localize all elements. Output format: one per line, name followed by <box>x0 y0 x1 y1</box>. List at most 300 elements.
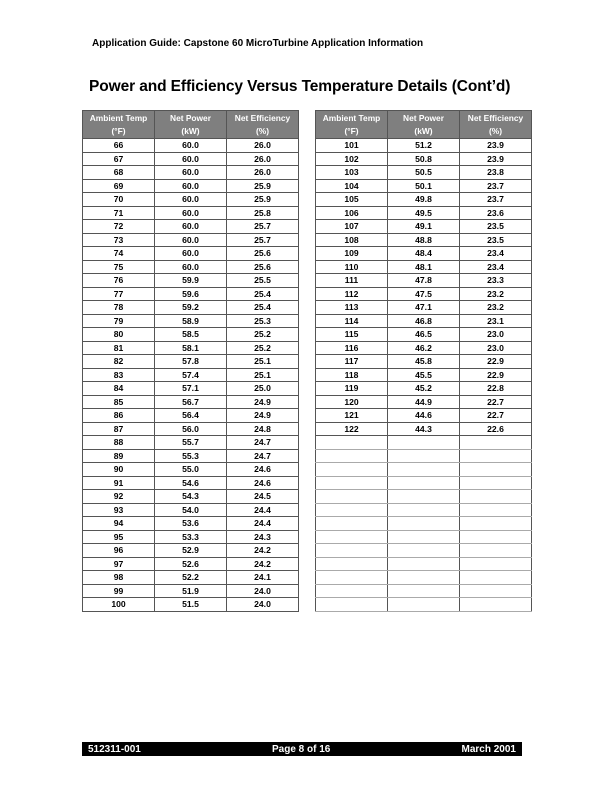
empty-cell <box>460 503 532 517</box>
table-row <box>83 422 299 436</box>
net-power-cell: 48.8 <box>388 233 460 247</box>
table-row <box>83 260 299 274</box>
table-row <box>83 598 299 612</box>
ambient-temp-cell: 111 <box>316 274 388 288</box>
ambient-temp-cell: 119 <box>316 382 388 396</box>
net-efficiency-cell: 24.8 <box>227 422 299 436</box>
net-power-cell: 54.0 <box>155 503 227 517</box>
table-row <box>316 584 532 598</box>
net-power-cell: 60.0 <box>155 260 227 274</box>
ambient-temp-cell: 72 <box>83 220 155 234</box>
net-efficiency-cell: 24.4 <box>227 517 299 531</box>
net-efficiency-cell: 24.2 <box>227 544 299 558</box>
net-power-cell: 44.3 <box>388 422 460 436</box>
table-row <box>83 476 299 490</box>
empty-cell <box>316 436 388 450</box>
table-row <box>83 571 299 585</box>
ambient-temp-cell: 106 <box>316 206 388 220</box>
net-efficiency-cell: 22.8 <box>460 382 532 396</box>
net-power-cell: 45.2 <box>388 382 460 396</box>
net-power-cell: 46.5 <box>388 328 460 342</box>
table-row <box>316 301 532 315</box>
table-row <box>316 490 532 504</box>
net-efficiency-cell: 23.8 <box>460 166 532 180</box>
empty-cell <box>460 490 532 504</box>
empty-cell <box>316 463 388 477</box>
empty-cell <box>460 544 532 558</box>
ambient-temp-cell: 122 <box>316 422 388 436</box>
net-efficiency-cell: 26.0 <box>227 166 299 180</box>
table-row <box>316 395 532 409</box>
column-unit-net-efficiency: (%) <box>460 125 532 139</box>
net-power-cell: 46.2 <box>388 341 460 355</box>
table-row <box>316 247 532 261</box>
ambient-temp-cell: 108 <box>316 233 388 247</box>
ambient-temp-cell: 68 <box>83 166 155 180</box>
net-power-cell: 56.7 <box>155 395 227 409</box>
net-power-cell: 50.5 <box>388 166 460 180</box>
net-efficiency-cell: 24.2 <box>227 557 299 571</box>
net-power-cell: 55.3 <box>155 449 227 463</box>
net-power-cell: 55.0 <box>155 463 227 477</box>
net-power-cell: 51.2 <box>388 139 460 153</box>
net-efficiency-cell: 22.9 <box>460 368 532 382</box>
empty-cell <box>388 530 460 544</box>
empty-cell <box>388 544 460 558</box>
net-power-cell: 58.9 <box>155 314 227 328</box>
table-row <box>83 517 299 531</box>
left-data-table <box>82 110 299 612</box>
ambient-temp-cell: 83 <box>83 368 155 382</box>
ambient-temp-cell: 104 <box>316 179 388 193</box>
ambient-temp-cell: 80 <box>83 328 155 342</box>
page-header: Application Guide: Capstone 60 MicroTurbine Application Information <box>92 38 424 49</box>
table-row <box>316 139 532 153</box>
net-power-cell: 50.1 <box>388 179 460 193</box>
net-efficiency-cell: 25.2 <box>227 328 299 342</box>
ambient-temp-cell: 118 <box>316 368 388 382</box>
net-power-cell: 60.0 <box>155 206 227 220</box>
net-efficiency-cell: 22.7 <box>460 395 532 409</box>
empty-cell <box>460 436 532 450</box>
ambient-temp-cell: 85 <box>83 395 155 409</box>
table-row <box>83 139 299 153</box>
table-row <box>83 436 299 450</box>
net-efficiency-cell: 22.7 <box>460 409 532 423</box>
empty-cell <box>460 476 532 490</box>
column-header-net-efficiency: Net Efficiency <box>460 111 532 126</box>
net-power-cell: 51.5 <box>155 598 227 612</box>
empty-cell <box>316 449 388 463</box>
net-efficiency-cell: 22.6 <box>460 422 532 436</box>
net-efficiency-cell: 23.3 <box>460 274 532 288</box>
net-efficiency-cell: 25.4 <box>227 287 299 301</box>
net-power-cell: 59.2 <box>155 301 227 315</box>
ambient-temp-cell: 87 <box>83 422 155 436</box>
net-efficiency-cell: 26.0 <box>227 139 299 153</box>
column-header-net-efficiency: Net Efficiency <box>227 111 299 126</box>
table-row <box>83 382 299 396</box>
empty-cell <box>316 476 388 490</box>
net-power-cell: 56.0 <box>155 422 227 436</box>
net-efficiency-cell: 23.5 <box>460 233 532 247</box>
net-power-cell: 60.0 <box>155 247 227 261</box>
ambient-temp-cell: 94 <box>83 517 155 531</box>
table-row <box>316 274 532 288</box>
ambient-temp-cell: 91 <box>83 476 155 490</box>
net-power-cell: 52.2 <box>155 571 227 585</box>
net-efficiency-cell: 25.4 <box>227 301 299 315</box>
net-efficiency-cell: 23.2 <box>460 301 532 315</box>
table-row <box>83 530 299 544</box>
net-efficiency-cell: 24.0 <box>227 598 299 612</box>
net-efficiency-cell: 24.9 <box>227 395 299 409</box>
table-row <box>83 152 299 166</box>
net-efficiency-cell: 25.9 <box>227 193 299 207</box>
table-row <box>83 233 299 247</box>
table-row <box>316 341 532 355</box>
net-efficiency-cell: 25.5 <box>227 274 299 288</box>
net-efficiency-cell: 23.9 <box>460 152 532 166</box>
ambient-temp-cell: 103 <box>316 166 388 180</box>
net-power-cell: 44.9 <box>388 395 460 409</box>
ambient-temp-cell: 96 <box>83 544 155 558</box>
column-unit-ambient-temp: (°F) <box>316 125 388 139</box>
table-row <box>83 314 299 328</box>
table-row <box>316 328 532 342</box>
table-row <box>83 166 299 180</box>
table-row <box>316 166 532 180</box>
ambient-temp-cell: 107 <box>316 220 388 234</box>
net-power-cell: 45.8 <box>388 355 460 369</box>
net-efficiency-cell: 23.6 <box>460 206 532 220</box>
table-row <box>83 206 299 220</box>
empty-cell <box>460 598 532 612</box>
net-power-cell: 60.0 <box>155 179 227 193</box>
net-power-cell: 47.5 <box>388 287 460 301</box>
ambient-temp-cell: 95 <box>83 530 155 544</box>
net-power-cell: 48.1 <box>388 260 460 274</box>
ambient-temp-cell: 109 <box>316 247 388 261</box>
footer-page-number: Page 8 of 16 <box>272 743 331 755</box>
table-row <box>83 557 299 571</box>
ambient-temp-cell: 116 <box>316 341 388 355</box>
ambient-temp-cell: 75 <box>83 260 155 274</box>
net-efficiency-cell: 24.3 <box>227 530 299 544</box>
table-row <box>316 287 532 301</box>
table-row <box>83 355 299 369</box>
net-power-cell: 49.5 <box>388 206 460 220</box>
page-footer <box>82 742 522 756</box>
table-row <box>316 544 532 558</box>
column-unit-net-power: (kW) <box>155 125 227 139</box>
net-efficiency-cell: 23.4 <box>460 247 532 261</box>
page-title: Power and Efficiency Versus Temperature Details (Cont’d) <box>89 78 511 95</box>
net-power-cell: 47.1 <box>388 301 460 315</box>
table-row <box>83 301 299 315</box>
net-efficiency-cell: 24.4 <box>227 503 299 517</box>
net-efficiency-cell: 23.1 <box>460 314 532 328</box>
column-header-net-power: Net Power <box>388 111 460 126</box>
net-efficiency-cell: 23.2 <box>460 287 532 301</box>
net-efficiency-cell: 24.7 <box>227 436 299 450</box>
ambient-temp-cell: 78 <box>83 301 155 315</box>
ambient-temp-cell: 98 <box>83 571 155 585</box>
table-row <box>316 571 532 585</box>
net-power-cell: 60.0 <box>155 139 227 153</box>
ambient-temp-cell: 76 <box>83 274 155 288</box>
ambient-temp-cell: 120 <box>316 395 388 409</box>
net-power-cell: 52.9 <box>155 544 227 558</box>
net-power-cell: 57.8 <box>155 355 227 369</box>
ambient-temp-cell: 81 <box>83 341 155 355</box>
net-power-cell: 60.0 <box>155 220 227 234</box>
footer-date: March 2001 <box>461 743 516 755</box>
table-row <box>316 179 532 193</box>
empty-cell <box>460 584 532 598</box>
empty-cell <box>460 517 532 531</box>
ambient-temp-cell: 89 <box>83 449 155 463</box>
ambient-temp-cell: 66 <box>83 139 155 153</box>
table-row <box>316 503 532 517</box>
column-header-ambient-temp: Ambient Temp <box>316 111 388 126</box>
net-power-cell: 46.8 <box>388 314 460 328</box>
table-row <box>316 355 532 369</box>
table-row <box>83 274 299 288</box>
column-unit-net-power: (kW) <box>388 125 460 139</box>
footer-doc-number: 512311-001 <box>88 743 141 755</box>
net-power-cell: 45.5 <box>388 368 460 382</box>
table-row <box>316 206 532 220</box>
net-efficiency-cell: 25.7 <box>227 233 299 247</box>
table-row <box>316 314 532 328</box>
ambient-temp-cell: 117 <box>316 355 388 369</box>
ambient-temp-cell: 90 <box>83 463 155 477</box>
empty-cell <box>388 449 460 463</box>
ambient-temp-cell: 84 <box>83 382 155 396</box>
empty-cell <box>316 530 388 544</box>
table-row <box>316 530 532 544</box>
table-row <box>83 368 299 382</box>
table-row <box>83 490 299 504</box>
ambient-temp-cell: 69 <box>83 179 155 193</box>
net-power-cell: 57.1 <box>155 382 227 396</box>
table-row <box>316 152 532 166</box>
empty-cell <box>388 557 460 571</box>
empty-cell <box>388 463 460 477</box>
column-unit-net-efficiency: (%) <box>227 125 299 139</box>
right-table-body <box>316 139 532 612</box>
empty-cell <box>316 490 388 504</box>
table-row <box>316 220 532 234</box>
table-row <box>83 584 299 598</box>
ambient-temp-cell: 77 <box>83 287 155 301</box>
net-power-cell: 59.6 <box>155 287 227 301</box>
table-row <box>83 179 299 193</box>
net-power-cell: 51.9 <box>155 584 227 598</box>
ambient-temp-cell: 73 <box>83 233 155 247</box>
empty-cell <box>460 530 532 544</box>
net-efficiency-cell: 24.6 <box>227 476 299 490</box>
table-row <box>83 247 299 261</box>
empty-cell <box>316 557 388 571</box>
empty-cell <box>460 557 532 571</box>
net-efficiency-cell: 23.7 <box>460 193 532 207</box>
empty-cell <box>388 490 460 504</box>
ambient-temp-cell: 86 <box>83 409 155 423</box>
net-power-cell: 54.6 <box>155 476 227 490</box>
net-efficiency-cell: 25.2 <box>227 341 299 355</box>
net-power-cell: 50.8 <box>388 152 460 166</box>
net-power-cell: 56.4 <box>155 409 227 423</box>
net-power-cell: 48.4 <box>388 247 460 261</box>
empty-cell <box>388 476 460 490</box>
net-efficiency-cell: 23.0 <box>460 328 532 342</box>
table-row <box>83 395 299 409</box>
net-efficiency-cell: 23.0 <box>460 341 532 355</box>
table-row <box>83 193 299 207</box>
table-row <box>316 193 532 207</box>
table-row <box>316 557 532 571</box>
net-power-cell: 44.6 <box>388 409 460 423</box>
table-row <box>316 436 532 450</box>
ambient-temp-cell: 99 <box>83 584 155 598</box>
ambient-temp-cell: 121 <box>316 409 388 423</box>
net-efficiency-cell: 24.9 <box>227 409 299 423</box>
net-efficiency-cell: 24.7 <box>227 449 299 463</box>
net-power-cell: 58.1 <box>155 341 227 355</box>
net-efficiency-cell: 24.5 <box>227 490 299 504</box>
empty-cell <box>316 544 388 558</box>
net-power-cell: 60.0 <box>155 233 227 247</box>
net-power-cell: 57.4 <box>155 368 227 382</box>
net-efficiency-cell: 25.8 <box>227 206 299 220</box>
ambient-temp-cell: 113 <box>316 301 388 315</box>
net-efficiency-cell: 23.7 <box>460 179 532 193</box>
ambient-temp-cell: 92 <box>83 490 155 504</box>
empty-cell <box>388 571 460 585</box>
table-row <box>316 409 532 423</box>
empty-cell <box>316 571 388 585</box>
net-efficiency-cell: 24.6 <box>227 463 299 477</box>
net-power-cell: 53.3 <box>155 530 227 544</box>
net-power-cell: 53.6 <box>155 517 227 531</box>
table-row <box>83 463 299 477</box>
column-header-ambient-temp: Ambient Temp <box>83 111 155 126</box>
ambient-temp-cell: 100 <box>83 598 155 612</box>
empty-cell <box>388 436 460 450</box>
net-efficiency-cell: 23.9 <box>460 139 532 153</box>
table-row <box>316 463 532 477</box>
table-row <box>316 449 532 463</box>
ambient-temp-cell: 79 <box>83 314 155 328</box>
ambient-temp-cell: 82 <box>83 355 155 369</box>
empty-cell <box>388 503 460 517</box>
table-row <box>316 476 532 490</box>
net-efficiency-cell: 25.6 <box>227 260 299 274</box>
net-power-cell: 52.6 <box>155 557 227 571</box>
net-efficiency-cell: 22.9 <box>460 355 532 369</box>
ambient-temp-cell: 71 <box>83 206 155 220</box>
ambient-temp-cell: 97 <box>83 557 155 571</box>
net-power-cell: 49.1 <box>388 220 460 234</box>
ambient-temp-cell: 115 <box>316 328 388 342</box>
net-efficiency-cell: 23.4 <box>460 260 532 274</box>
empty-cell <box>388 517 460 531</box>
net-power-cell: 49.8 <box>388 193 460 207</box>
empty-cell <box>460 571 532 585</box>
table-row <box>83 328 299 342</box>
table-row <box>83 287 299 301</box>
empty-cell <box>316 598 388 612</box>
right-data-table <box>315 110 532 612</box>
table-row <box>83 503 299 517</box>
ambient-temp-cell: 105 <box>316 193 388 207</box>
column-unit-ambient-temp: (°F) <box>83 125 155 139</box>
net-power-cell: 47.8 <box>388 274 460 288</box>
column-header-net-power: Net Power <box>155 111 227 126</box>
net-power-cell: 60.0 <box>155 166 227 180</box>
net-power-cell: 54.3 <box>155 490 227 504</box>
ambient-temp-cell: 88 <box>83 436 155 450</box>
net-efficiency-cell: 25.7 <box>227 220 299 234</box>
net-power-cell: 60.0 <box>155 193 227 207</box>
left-table-body <box>83 139 299 612</box>
empty-cell <box>316 584 388 598</box>
table-row <box>83 409 299 423</box>
net-efficiency-cell: 25.1 <box>227 355 299 369</box>
empty-cell <box>316 517 388 531</box>
empty-cell <box>388 598 460 612</box>
table-row <box>83 220 299 234</box>
table-row <box>316 233 532 247</box>
ambient-temp-cell: 93 <box>83 503 155 517</box>
ambient-temp-cell: 114 <box>316 314 388 328</box>
empty-cell <box>388 584 460 598</box>
table-row <box>316 368 532 382</box>
net-power-cell: 60.0 <box>155 152 227 166</box>
net-power-cell: 59.9 <box>155 274 227 288</box>
net-efficiency-cell: 24.1 <box>227 571 299 585</box>
table-row <box>83 449 299 463</box>
table-row <box>316 382 532 396</box>
empty-cell <box>460 449 532 463</box>
table-row <box>316 422 532 436</box>
net-power-cell: 55.7 <box>155 436 227 450</box>
ambient-temp-cell: 110 <box>316 260 388 274</box>
ambient-temp-cell: 112 <box>316 287 388 301</box>
net-efficiency-cell: 24.0 <box>227 584 299 598</box>
table-row <box>83 544 299 558</box>
table-row <box>316 598 532 612</box>
table-row <box>316 260 532 274</box>
table-row <box>83 341 299 355</box>
net-efficiency-cell: 25.3 <box>227 314 299 328</box>
net-efficiency-cell: 25.1 <box>227 368 299 382</box>
table-row <box>316 517 532 531</box>
net-efficiency-cell: 26.0 <box>227 152 299 166</box>
ambient-temp-cell: 101 <box>316 139 388 153</box>
net-efficiency-cell: 23.5 <box>460 220 532 234</box>
ambient-temp-cell: 102 <box>316 152 388 166</box>
ambient-temp-cell: 74 <box>83 247 155 261</box>
net-efficiency-cell: 25.9 <box>227 179 299 193</box>
net-efficiency-cell: 25.6 <box>227 247 299 261</box>
ambient-temp-cell: 70 <box>83 193 155 207</box>
empty-cell <box>460 463 532 477</box>
net-power-cell: 58.5 <box>155 328 227 342</box>
net-efficiency-cell: 25.0 <box>227 382 299 396</box>
